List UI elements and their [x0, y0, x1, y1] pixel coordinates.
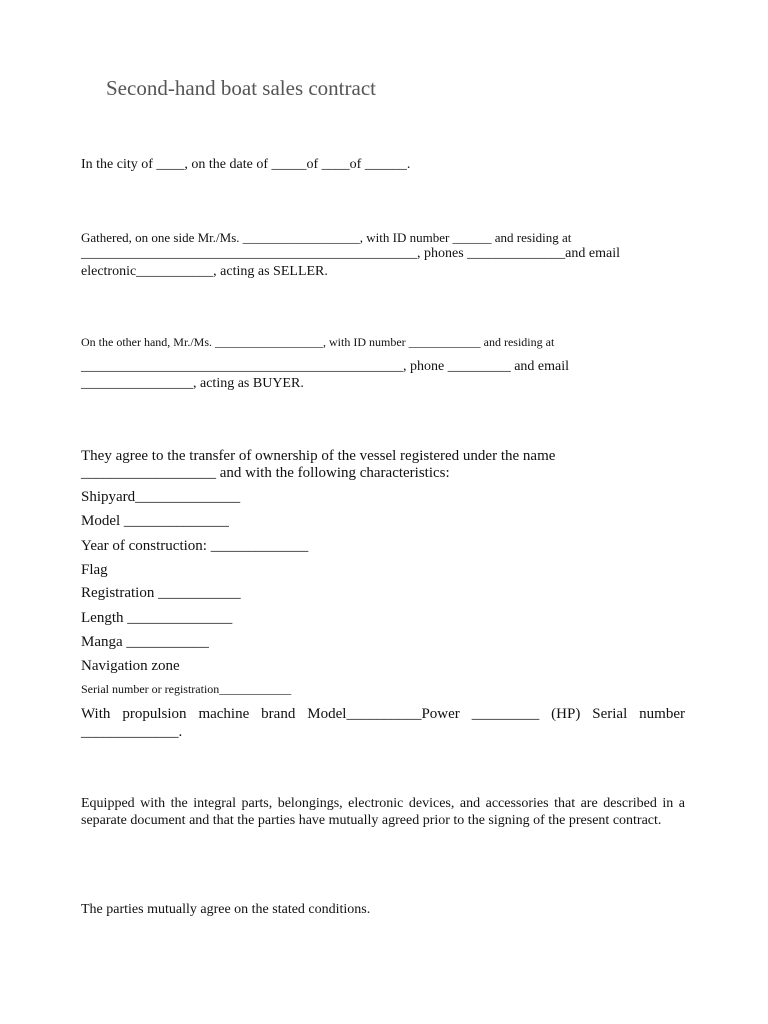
field-manga: Manga ___________ — [81, 634, 209, 650]
field-shipyard: Shipyard______________ — [81, 489, 241, 505]
propulsion-line-1: With propulsion machine brand Model__________Power _________ (HP) Serial number — [81, 706, 685, 722]
seller-line-2: ________________________________________________, phones ______________and email — [81, 246, 620, 261]
transfer-line-1: They agree to the transfer of ownership of the vessel registered under the name — [81, 448, 556, 464]
conditions-paragraph: The parties mutually agree on the stated conditions. — [81, 902, 371, 917]
field-serial: Serial number or registration____________ — [81, 682, 292, 696]
field-year: Year of construction: _____________ — [81, 538, 309, 554]
buyer-line-1: On the other hand, Mr./Ms. __________________, with ID number ____________ and residing at — [81, 335, 555, 349]
document-title: Second-hand boat sales contract — [106, 76, 376, 100]
transfer-line-2: __________________ and with the following characteristics: — [81, 465, 450, 481]
field-length: Length ______________ — [81, 610, 233, 626]
buyer-line-2: ______________________________________________, phone _________ and email — [81, 359, 570, 374]
seller-line-3: electronic___________, acting as SELLER. — [81, 264, 328, 279]
propulsion-line-2: _____________. — [81, 724, 183, 740]
buyer-line-3: ________________, acting as BUYER. — [81, 376, 304, 391]
city-date-line: In the city of ____, on the date of _____of ____of ______. — [81, 157, 411, 172]
field-model: Model ______________ — [81, 513, 229, 529]
field-flag: Flag — [81, 562, 108, 578]
seller-line-1: Gathered, on one side Mr./Ms. __________________, with ID number ______ and residing at — [81, 230, 572, 245]
equipped-paragraph: Equipped with the integral parts, belongings, electronic devices, and accessories that are described in a separate document and that the parties have mutually agreed prior to the signing of the present contract. — [81, 796, 685, 828]
field-navigation-zone: Navigation zone — [81, 658, 180, 674]
field-registration: Registration ___________ — [81, 585, 241, 601]
